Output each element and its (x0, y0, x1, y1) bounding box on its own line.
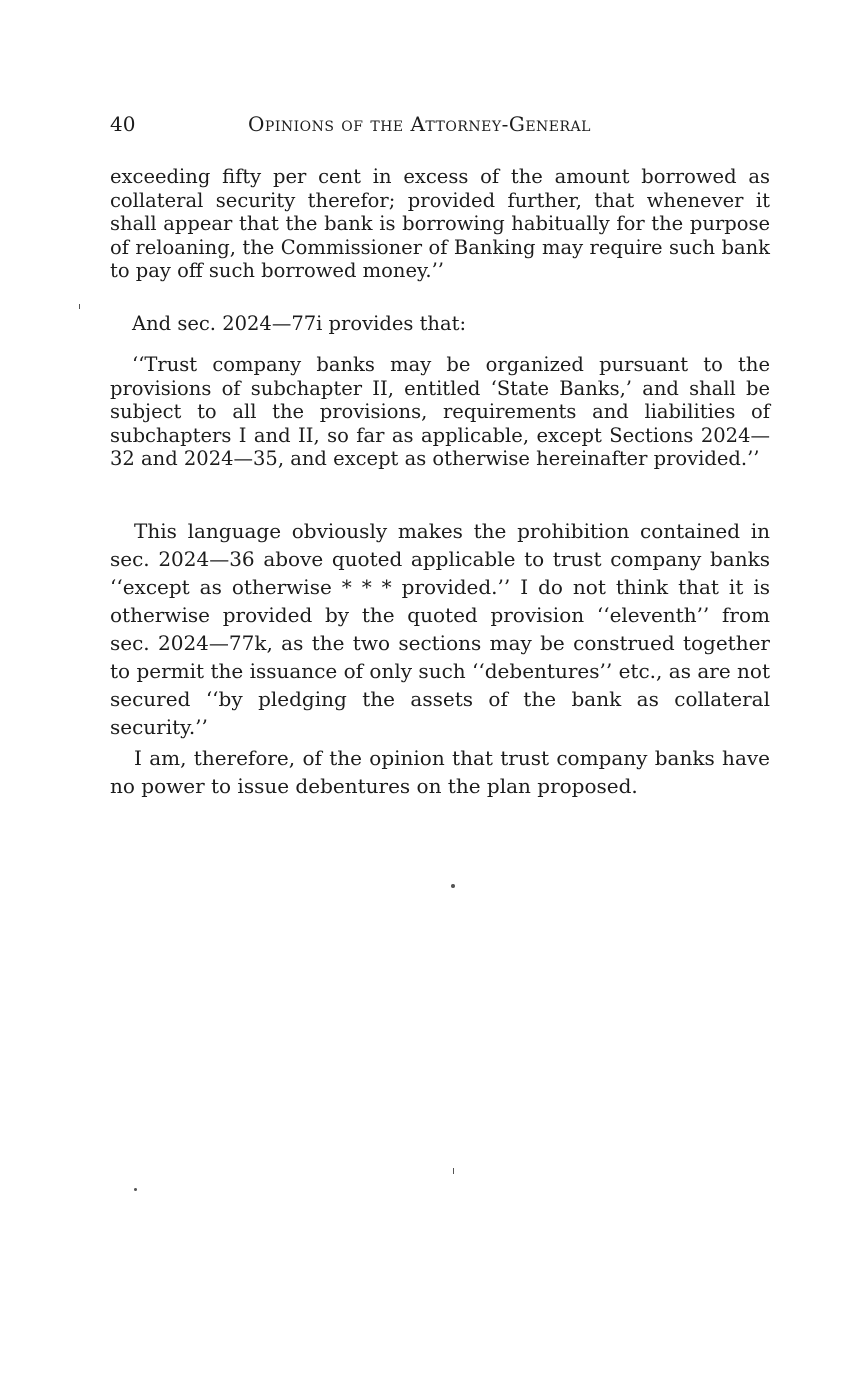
running-title: Opinions of the Attorney-General (248, 112, 591, 136)
page-header (110, 112, 770, 142)
quoted-text-continuation: exceeding fifty per cent in excess of the amount borrowed as collateral security therefor; provided further, that whenever it shall appear that the bank is borrowing habitually for the purpose of reloaning, the Commissioner of Banking may require such bank to pay off such borrowed money.’’ (110, 165, 770, 282)
scan-speck (451, 884, 455, 888)
body-paragraph-2: I am, therefore, of the opinion that trust company banks have no power to issue debentures on the plan proposed. (110, 746, 770, 798)
quoted-statute: ‘‘Trust company banks may be organized pursuant to the provisions of subchapter II, entitled ‘State Banks,’ and shall be subject to all the provisions, requirements and liabilities of subchapters I and II, so far as applicable, except Sections 2024—32 and 2024—35, and except as otherwise hereinafter provided.’’ (110, 353, 770, 470)
body-paragraph-1: This language obviously makes the prohibition contained in sec. 2024—36 above quoted applicable to trust company banks ‘‘except as otherwise * * * provided.’’ I do not think that it is otherwise provided by the quoted provision ‘‘eleventh’’ from sec. 2024—77k, as the two sections may be construed together to permit the issuance of only such ‘‘debentures’’ etc., as are not secured ‘‘by pledging the assets of the bank as collateral security.’’ (110, 519, 770, 739)
scan-speck (453, 1168, 454, 1174)
scan-speck (134, 1188, 137, 1191)
page-number: 40 (110, 112, 136, 136)
intro-line: And sec. 2024—77i provides that: (132, 312, 467, 335)
scan-speck (79, 304, 80, 309)
